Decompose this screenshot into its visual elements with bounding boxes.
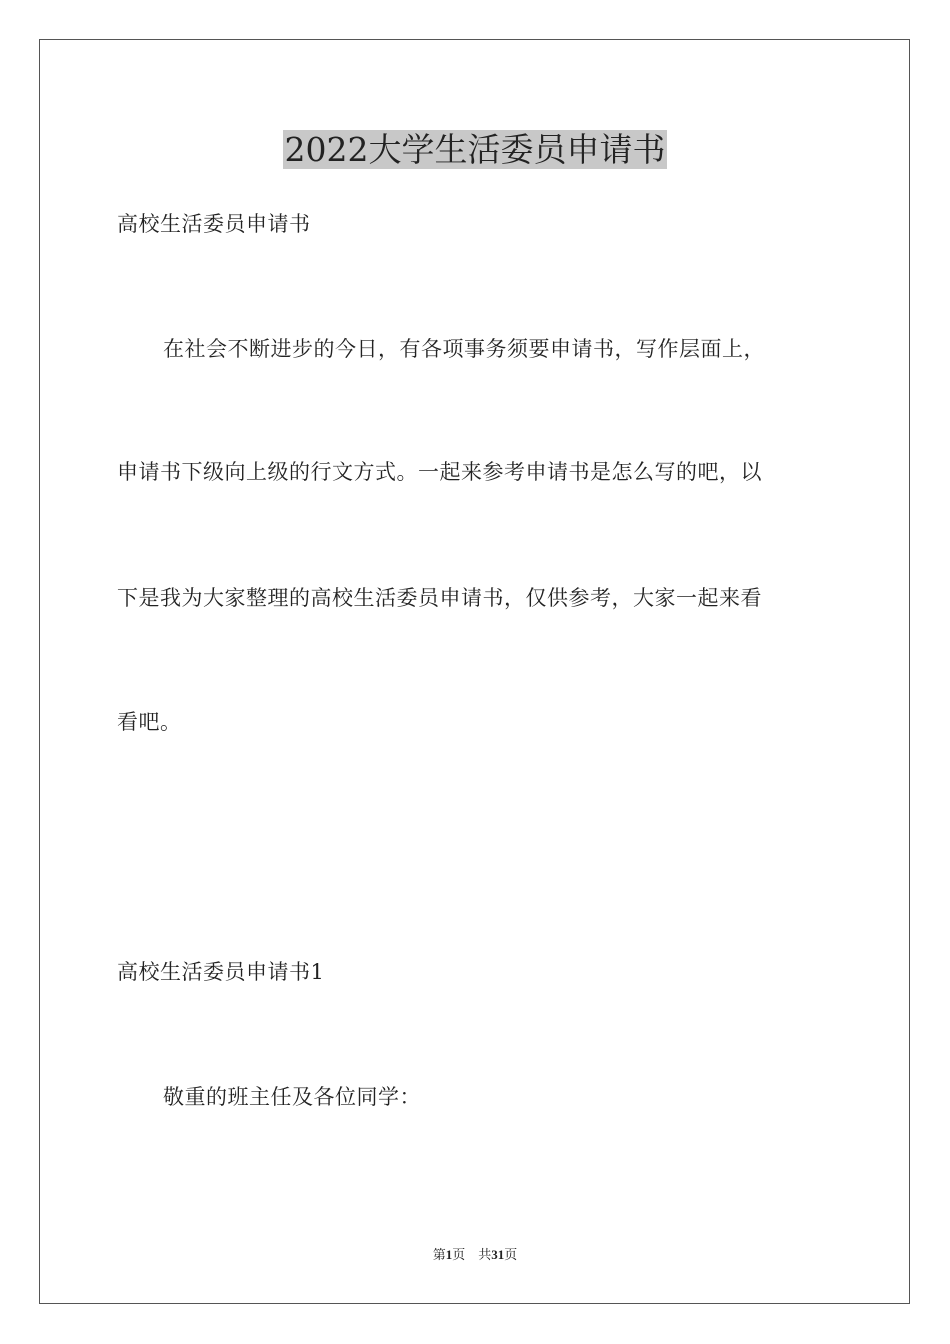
footer-suffix: 页 [504, 1247, 518, 1262]
page-footer [0, 1246, 950, 1264]
document-title-text: 2022大学生活委员申请书 [284, 130, 666, 169]
document-title [0, 128, 950, 172]
footer-mid: 页 共 [452, 1247, 492, 1262]
salutation: 敬重的班主任及各位同学： [163, 1085, 421, 1109]
document-subtitle: 高校生活委员申请书 [117, 212, 311, 236]
intro-line-1: 在社会不断进步的今日，有各项事务须要申请书，写作层面上， [163, 337, 765, 361]
intro-line-3: 下是我为大家整理的高校生活委员申请书，仅供参考，大家一起来看 [117, 586, 762, 610]
intro-line-2: 申请书下级向上级的行文方式。一起来参考申请书是怎么写的吧，以 [117, 460, 762, 484]
footer-page-current: 1 [445, 1247, 453, 1262]
footer-page-total: 31 [491, 1247, 505, 1262]
intro-line-4: 看吧。 [117, 710, 182, 734]
section-heading: 高校生活委员申请书1 [117, 960, 325, 984]
footer-prefix: 第 [432, 1247, 446, 1262]
